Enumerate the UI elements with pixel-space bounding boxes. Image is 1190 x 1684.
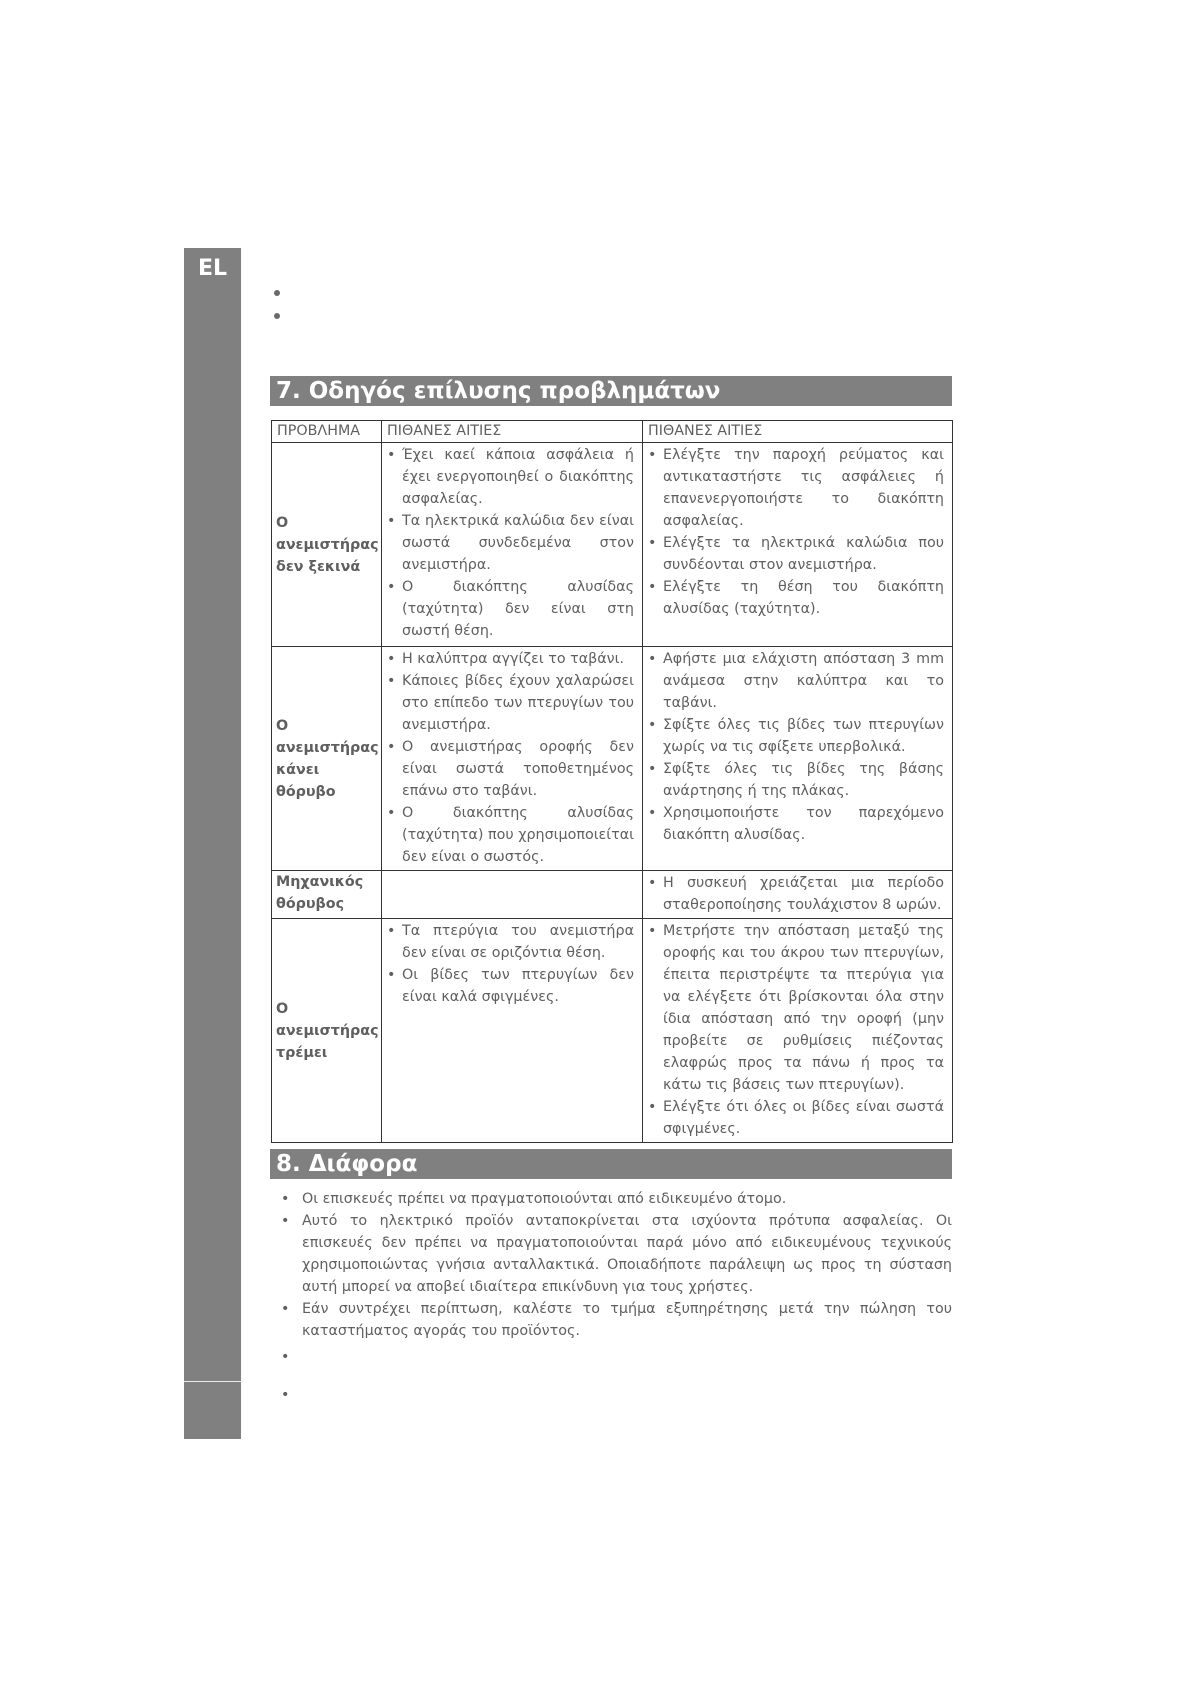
solutions-cell <box>643 871 953 919</box>
list-item: • Χρησιμοποιήστε τον παρεχόμενο διακόπτη αλυσίδας. <box>643 802 944 846</box>
solutions-cell <box>643 919 953 1143</box>
table-header-row <box>272 421 953 443</box>
list-item: • Τα ηλεκτρικά καλώδια δεν είναι σωστά συνδεδεμένα στον ανεμιστήρα. <box>382 510 634 576</box>
list-item: • Ελέγξτε ότι όλες οι βίδες είναι σωστά σφιγμένες. <box>643 1096 944 1140</box>
list-item: • Σφίξτε όλες τις βίδες της βάσης ανάρτησης ή της πλάκας. <box>643 758 944 802</box>
list-item: • Έχει καεί κάποια ασφάλεια ή έχει ενεργοποιηθεί ο διακόπτης ασφαλείας. <box>382 444 634 510</box>
problem-label: Ο ανεμιστήρας τρέμει <box>276 1000 379 1061</box>
problem-cell <box>272 919 382 1143</box>
list-item: • Τα πτερύγια του ανεμιστήρα δεν είναι σε οριζόντια θέση. <box>382 920 634 964</box>
table-row <box>272 443 953 647</box>
language-code: EL <box>197 256 228 281</box>
language-sidebar <box>184 248 241 1439</box>
empty-list-item <box>270 1346 952 1368</box>
header-solutions: ΠΙΘΑΝΕΣ ΑΙΤΙΕΣ <box>643 421 953 443</box>
section-7-heading: 7. Οδηγός επίλυσης προβλημάτων <box>270 376 952 406</box>
list-item: • Κάποιες βίδες έχουν χαλαρώσει στο επίπεδο των πτερυγίων του ανεμιστήρα. <box>382 670 634 736</box>
bullet-dot <box>274 313 280 319</box>
list-item: • Ελέγξτε τη θέση του διακόπτη αλυσίδας (ταχύτητα). <box>643 576 944 620</box>
list-item: • Η καλύπτρα αγγίζει το ταβάνι. <box>382 648 634 670</box>
problem-label: Ο ανεμιστήρας δεν ξεκινά <box>276 514 379 575</box>
list-item: • Αφήστε μια ελάχιστη απόσταση 3 mm ανάμεσα στην καλύπτρα και το ταβάνι. <box>643 648 944 714</box>
causes-cell <box>382 647 643 871</box>
problem-cell <box>272 871 382 919</box>
bullet-dot <box>274 290 280 296</box>
list-item: • Ελέγξτε τα ηλεκτρικά καλώδια που συνδέονται στον ανεμιστήρα. <box>643 532 944 576</box>
table-row <box>272 871 953 919</box>
list-item: • Ο ανεμιστήρας οροφής δεν είναι σωστά τοποθετημένος επάνω στο ταβάνι. <box>382 736 634 802</box>
header-problem: ΠΡΟΒΛΗΜΑ <box>272 421 382 443</box>
misc-list <box>270 1188 952 1406</box>
list-item: • Οι βίδες των πτερυγίων δεν είναι καλά σφιγμένες. <box>382 964 634 1008</box>
table-row <box>272 919 953 1143</box>
list-item: • Η συσκευή χρειάζεται μια περίοδο σταθεροποίησης τουλάχιστον 8 ωρών. <box>643 872 944 916</box>
empty-list-item <box>270 1384 952 1406</box>
problem-cell <box>272 443 382 647</box>
solutions-cell <box>643 443 953 647</box>
problem-label: Ο ανεμιστήρας κάνει θόρυβο <box>276 717 379 800</box>
troubleshooting-table <box>271 420 953 1143</box>
list-item: • Σφίξτε όλες τις βίδες των πτερυγίων χωρίς να τις σφίξετε υπερβολικά. <box>643 714 944 758</box>
list-item: • Ο διακόπτης αλυσίδας (ταχύτητα) που χρησιμοποιείται δεν είναι ο σωστός. <box>382 802 634 868</box>
solutions-cell <box>643 647 953 871</box>
list-item: • Μετρήστε την απόσταση μεταξύ της οροφής και του άκρου των πτερυγίων, έπειτα περιστρέψτε τα πτερύγια για να ελέγξετε ότι βρίσκονται όλα στην ίδια απόσταση από την οροφή (μην προβείτε σε ρυθμίσεις πιέζοντας ελαφρώς προς τα πάνω ή προς τα κάτω τις βάσεις των πτερυγίων). <box>643 920 944 1096</box>
causes-cell <box>382 919 643 1143</box>
list-item: • Εάν συντρέχει περίπτωση, καλέστε το τμήμα εξυπηρέτησης μετά την πώληση του καταστήματος αγοράς του προϊόντος. <box>270 1298 952 1342</box>
table-row <box>272 647 953 871</box>
section-8-heading: 8. Διάφορα <box>270 1149 952 1179</box>
list-item: • Ελέγξτε την παροχή ρεύματος και αντικαταστήστε τις ασφάλειες ή επανενεργοποιήστε το διακόπτη ασφαλείας. <box>643 444 944 532</box>
problem-cell <box>272 647 382 871</box>
list-item: • Αυτό το ηλεκτρικό προϊόν ανταποκρίνεται στα ισχύοντα πρότυπα ασφαλείας. Οι επισκευές δεν πρέπει να πραγματοποιούνται παρά μόνο από ειδικευμένους τεχνικούς χρησιμοποιώντας γνήσια ανταλλακτικά. Οποιαδήποτε παράλειψη ως προς τη σύσταση αυτή μπορεί να αποβεί ιδιαίτερα επικίνδυνη για τους χρήστες. <box>270 1210 952 1298</box>
causes-cell <box>382 443 643 647</box>
problem-label: Μηχανικός θόρυβος <box>276 874 364 912</box>
list-item: • Οι επισκευές πρέπει να πραγματοποιούνται από ειδικευμένο άτομο. <box>270 1188 952 1210</box>
list-item: • Ο διακόπτης αλυσίδας (ταχύτητα) δεν είναι στη σωστή θέση. <box>382 576 634 642</box>
header-causes: ΠΙΘΑΝΕΣ ΑΙΤΙΕΣ <box>382 421 643 443</box>
sidebar-divider <box>184 1381 241 1382</box>
causes-cell <box>382 871 643 919</box>
